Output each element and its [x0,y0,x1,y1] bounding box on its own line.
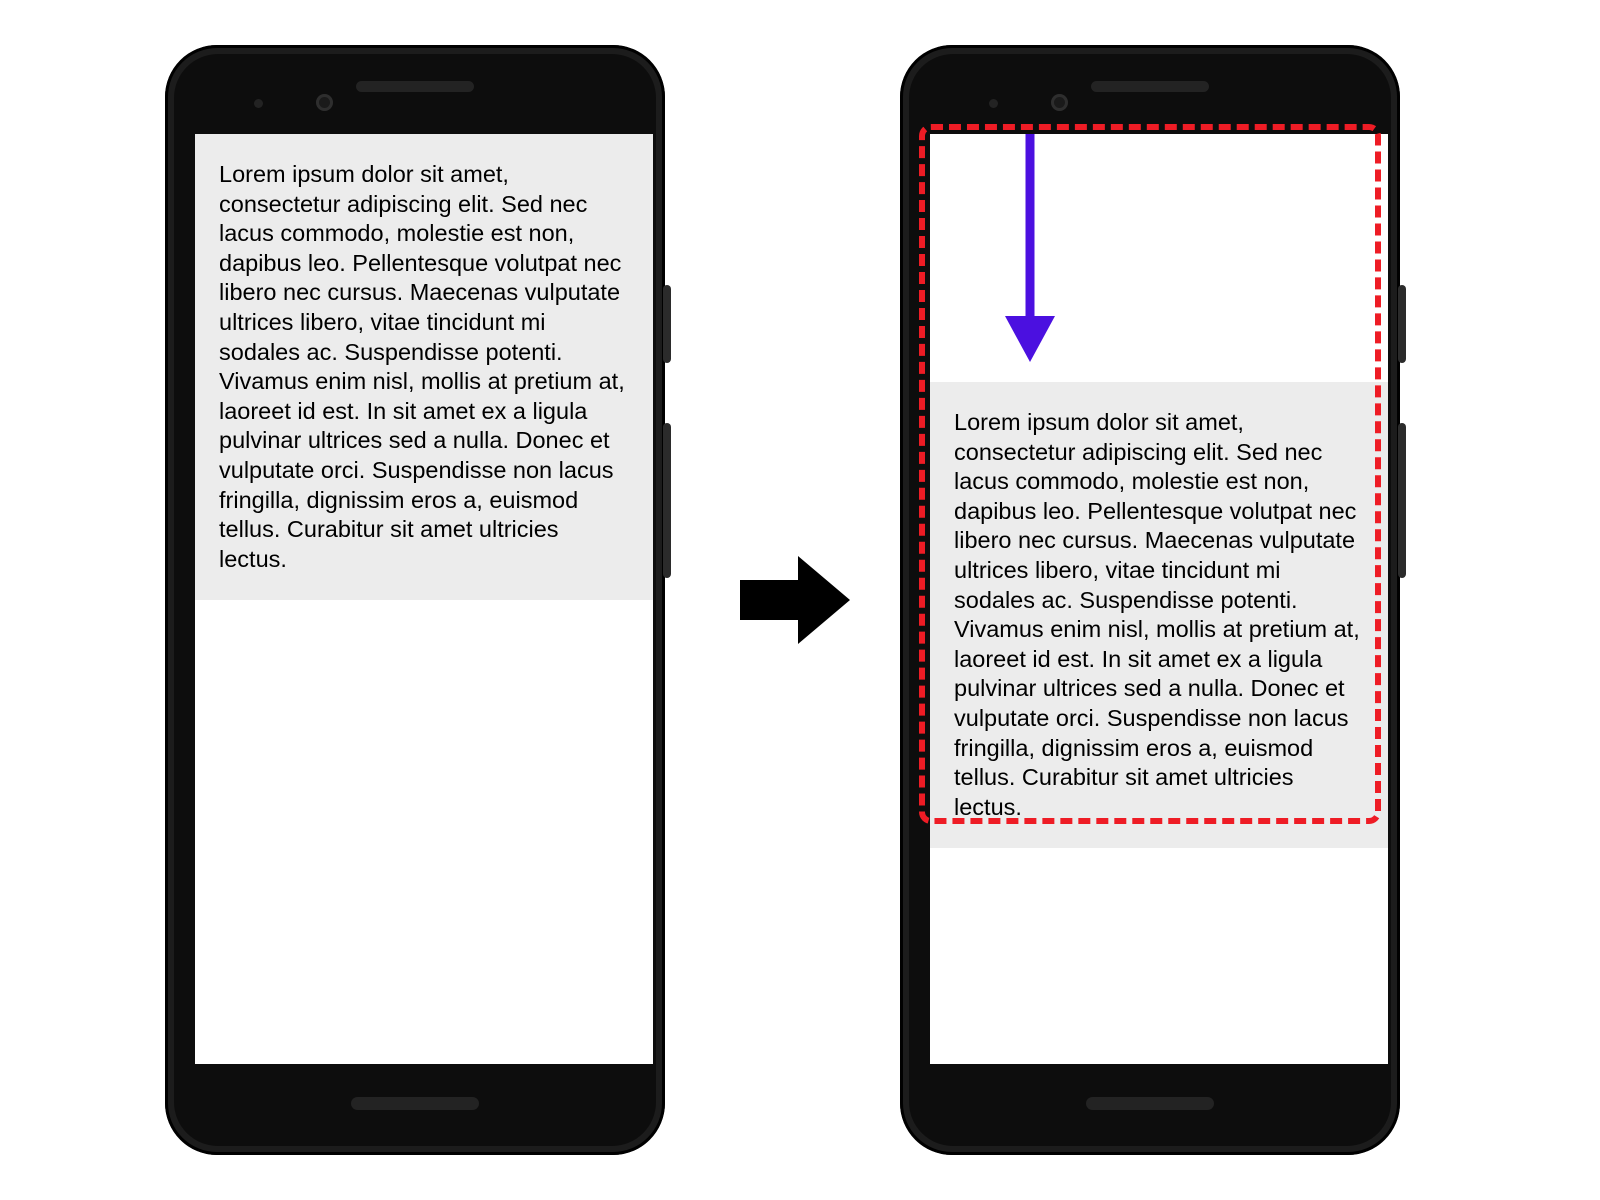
sensor-dot-icon [254,99,263,108]
front-camera-icon [316,94,333,111]
earpiece-speaker-icon [356,81,474,92]
power-button[interactable] [663,285,671,363]
transition-right-arrow-icon [740,552,850,648]
volume-button[interactable] [663,423,671,578]
phone-body-inner [909,54,1391,1146]
earpiece-speaker-icon [1091,81,1209,92]
front-camera-icon [1051,94,1068,111]
sensor-dot-icon [989,99,998,108]
bottom-speaker-icon [351,1097,479,1110]
after-screen [930,134,1388,1064]
after-card-text: Lorem ipsum dolor sit amet, consectetur adipiscing elit. Sed nec lacus commodo, molestie est non, dapibus leo. Pellentesque volutpat nec libero nec cursus. Maecenas vulputate ultrices libero, vitae tincidunt mi sodales ac. Suspendisse potenti. Vivamus enim nisl, mollis at pretium at, laoreet id est. In sit amet ex a ligula pulvinar ultrices sed a nulla. Donec et vulputate orci. Suspendisse non lacus fringilla, dignissim eros a, euismod tellus. Curabitur sit amet ultricies lectus. [954,409,1360,820]
before-text-card [195,134,653,600]
phone-body-inner [174,54,656,1146]
before-screen [195,134,653,1064]
power-button[interactable] [1398,285,1406,363]
bottom-speaker-icon [1086,1097,1214,1110]
volume-button[interactable] [1398,423,1406,578]
before-state-phone [165,45,665,1155]
after-text-card [930,382,1388,848]
after-state-phone [900,45,1400,1155]
before-card-text: Lorem ipsum dolor sit amet, consectetur adipiscing elit. Sed nec lacus commodo, molestie est non, dapibus leo. Pellentesque volutpat nec libero nec cursus. Maecenas vulputate ultrices libero, vitae tincidunt mi sodales ac. Suspendisse potenti. Vivamus enim nisl, mollis at pretium at, laoreet id est. In sit amet ex a ligula pulvinar ultrices sed a nulla. Donec et vulputate orci. Suspendisse non lacus fringilla, dignissim eros a, euismod tellus. Curabitur sit amet ultricies lectus. [219,161,625,572]
